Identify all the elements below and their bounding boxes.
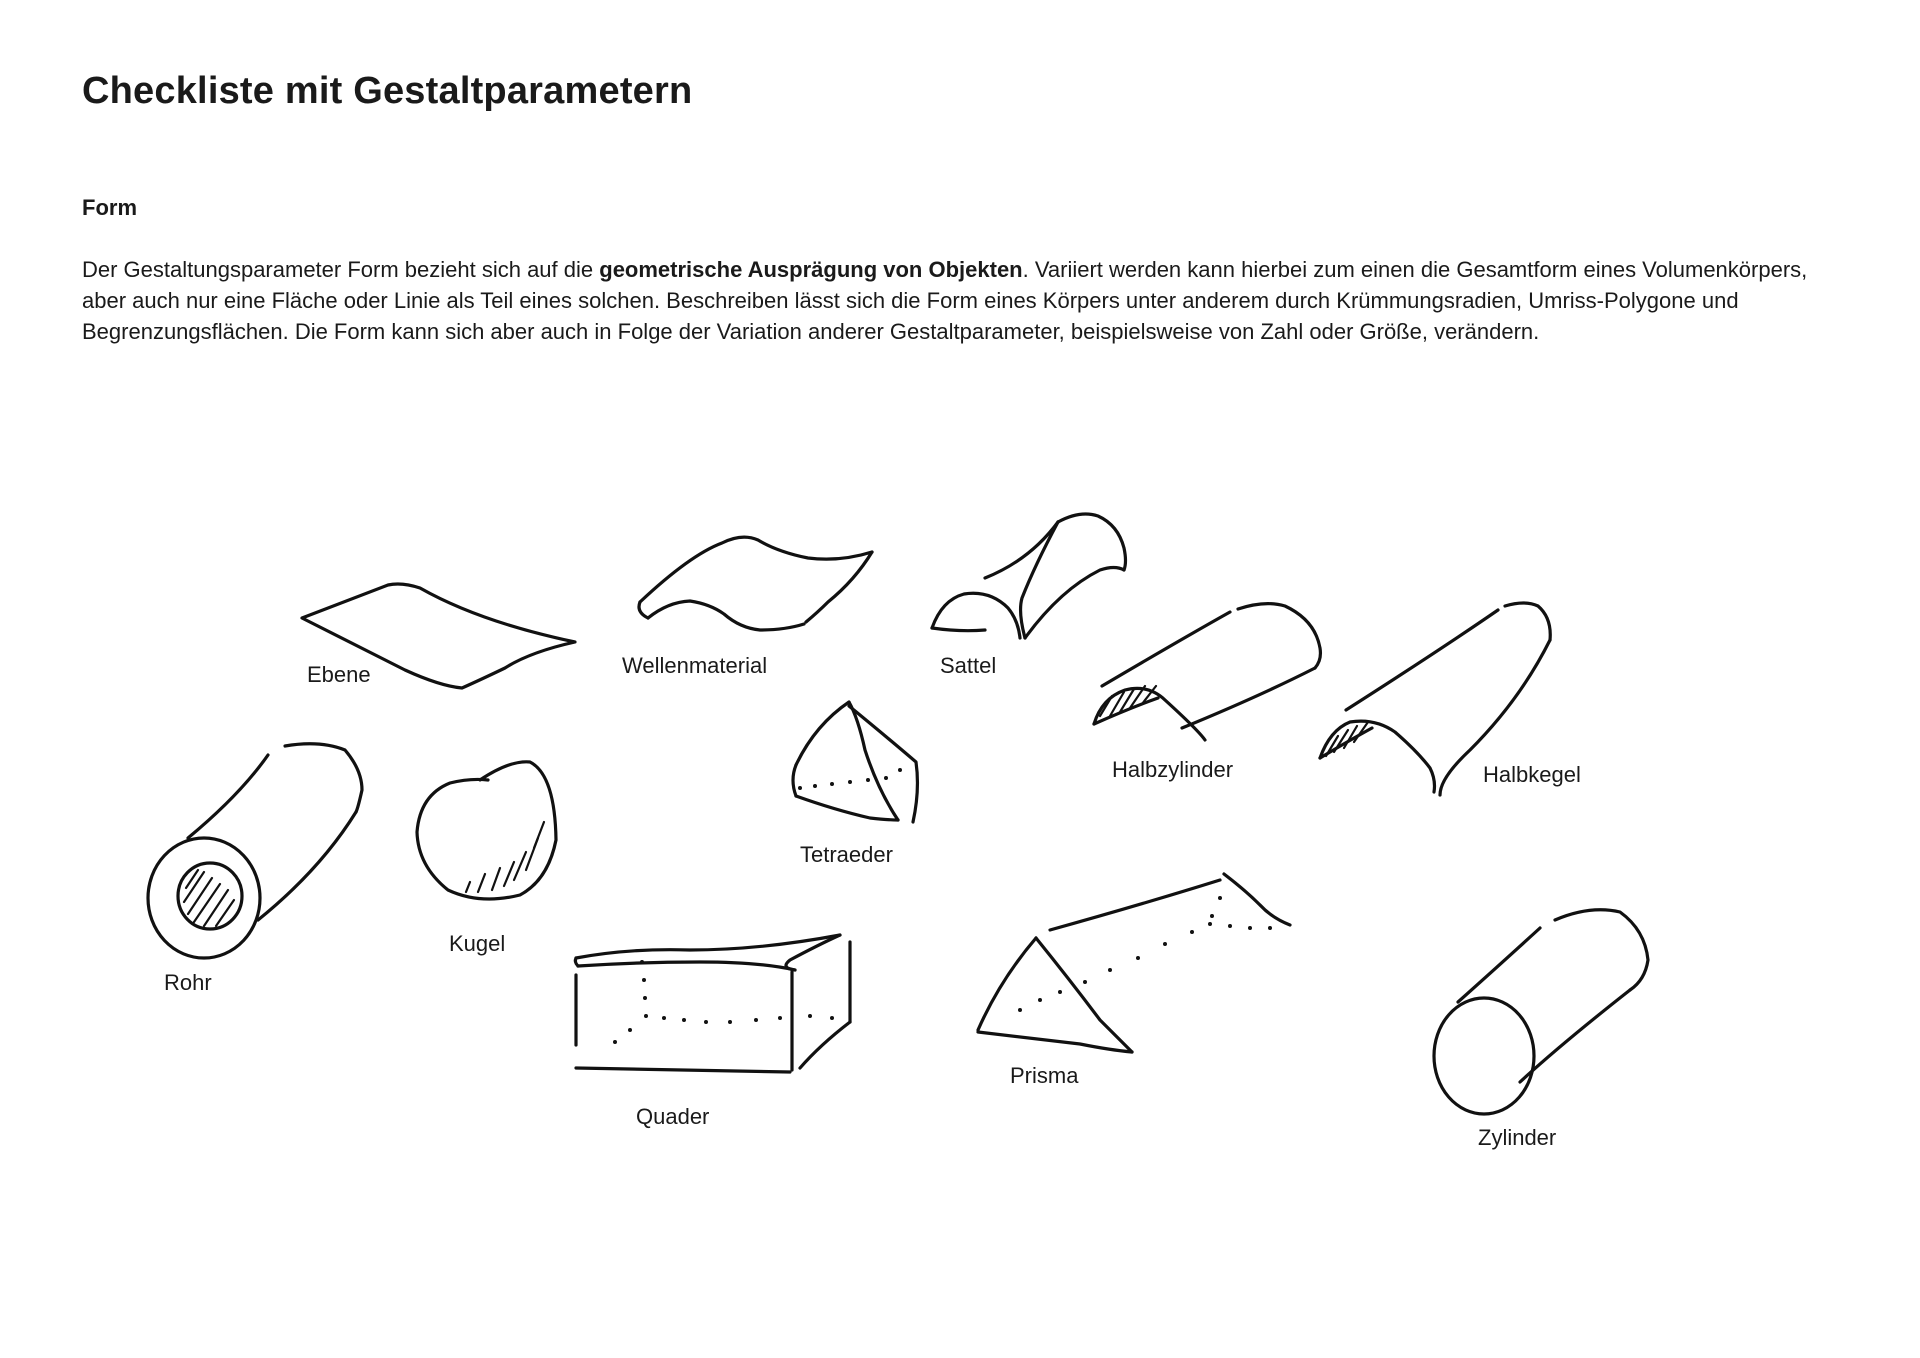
label-wellenmaterial: Wellenmaterial <box>622 653 768 678</box>
rohr-sketch <box>148 744 362 958</box>
label-prisma: Prisma <box>1010 1063 1079 1088</box>
quader-sketch <box>575 935 850 1072</box>
label-quader: Quader <box>636 1104 710 1129</box>
label-sattel: Sattel <box>940 653 997 678</box>
kugel-sketch <box>417 762 556 899</box>
label-halbzylinder: Halbzylinder <box>1112 757 1234 782</box>
label-tetraeder: Tetraeder <box>800 842 893 867</box>
page-title: Checkliste mit Gestaltparametern <box>82 70 693 112</box>
zylinder-sketch <box>1434 910 1648 1114</box>
wellenmaterial-sketch <box>639 537 872 630</box>
halbzylinder-sketch <box>1094 604 1320 740</box>
label-rohr: Rohr <box>164 970 212 995</box>
tetraeder-sketch <box>793 702 917 822</box>
label-zylinder: Zylinder <box>1478 1125 1557 1150</box>
section-heading-form: Form <box>82 195 137 220</box>
description-bold: geometrische Ausprägung von Objekten <box>599 257 1023 282</box>
label-ebene: Ebene <box>307 662 371 687</box>
label-halbkegel: Halbkegel <box>1483 762 1581 787</box>
sattel-sketch <box>932 514 1126 638</box>
prisma-sketch <box>978 874 1290 1052</box>
description-text-1: Der Gestaltungsparameter Form bezieht sich auf die <box>82 257 600 282</box>
label-kugel: Kugel <box>449 931 506 956</box>
description-text-2: . Variiert werden kann hierbei zum einen die Gesamtform eines Volumenkörpers, aber auch nur eine Fläche oder Linie als Teil eines solchen. Beschreiben lässt sich die Form eines Körpers unter anderem durch Krümmungsradien, Umriss-Polygone und Begrenzungsflächen. Die Form kann sich aber auch in Folge der Variation anderer Gestaltparameter, beispielsweise von Zahl oder Größe, verändern. <box>82 257 1808 344</box>
